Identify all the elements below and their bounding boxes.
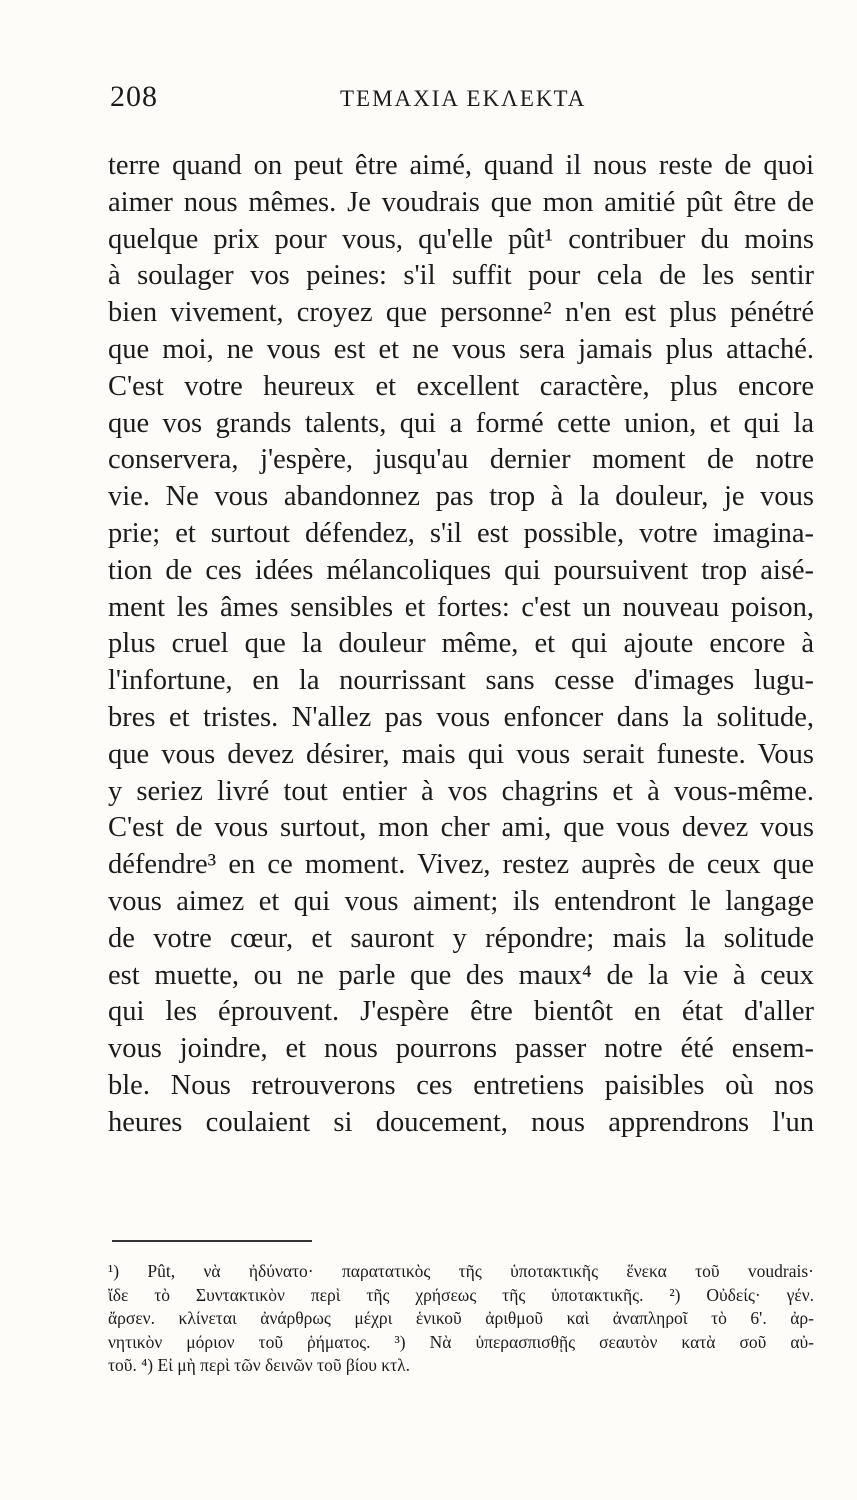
text-line: aimer nous mêmes. Je voudrais que mon amitié pût être de bbox=[108, 186, 814, 218]
running-head: ΤΕΜΑΧΙΑ ΕΚΛΕΚΤΑ bbox=[340, 86, 587, 111]
footnotes bbox=[108, 1260, 814, 1378]
text-line: vous joindre, et nous pourrons passer notre été ensem- bbox=[108, 1033, 814, 1065]
footnote-line: ¹) Pût, νὰ ἠδύνατο· παρατατικὸς τῆς ὑποτακτικῆς ἕνεκα τοῦ voudrais· bbox=[108, 1261, 814, 1281]
body-text bbox=[108, 148, 814, 1142]
text-line: C'est votre heureux et excellent caractère, plus encore bbox=[108, 370, 814, 402]
footnote-line: ἄρσεν. κλίνεται ἀνάρθρως μέχρι ἑνικοῦ ἀριθμοῦ καὶ ἀναπληροῖ τὸ 6'. ἀρ- bbox=[108, 1308, 814, 1328]
text-line: à soulager vos peines: s'il suffit pour cela de les sentir bbox=[108, 260, 814, 292]
text-line: bien vivement, croyez que personne² n'en est plus pénétré bbox=[108, 297, 814, 329]
text-line: C'est de vous surtout, mon cher ami, que vous devez vous bbox=[108, 812, 814, 844]
text-line: bres et tristes. N'allez pas vous enfoncer dans la solitude, bbox=[108, 701, 814, 733]
text-line: ble. Nous retrouverons ces entretiens paisibles où nos bbox=[108, 1069, 814, 1101]
text-line: que moi, ne vous est et ne vous sera jamais plus attaché. bbox=[108, 333, 814, 365]
text-line: vous aimez et qui vous aiment; ils entendront le langage bbox=[108, 885, 814, 917]
text-line: plus cruel que la douleur même, et qui ajoute encore à bbox=[108, 628, 814, 660]
footnote-line: νητικὸν μόριον τοῦ ῥήματος. ³) Νὰ ὑπερασπισθῇς σεαυτὸν κατὰ σοῦ αὐ- bbox=[108, 1331, 814, 1352]
text-line: de votre cœur, et sauront y répondre; mais la solitude bbox=[108, 922, 814, 954]
text-line: que vos grands talents, qui a formé cette union, et qui la bbox=[108, 407, 814, 439]
footnote-line: ἴδε τὸ Συντακτικὸν περὶ τῆς χρήσεως τῆς ὑποτακτικῆς. ²) Οὐδείς· γέν. bbox=[108, 1284, 814, 1305]
text-line: conservera, j'espère, jusqu'au dernier moment de notre bbox=[108, 444, 814, 476]
text-line: ment les âmes sensibles et fortes: c'est un nouveau poison, bbox=[108, 591, 814, 623]
text-line: tion de ces idées mélancoliques qui poursuivent trop aisé- bbox=[108, 554, 814, 586]
footnote-line: τοῦ. ⁴) Εἰ μὴ περὶ τῶν δεινῶν τοῦ βίου κτλ. bbox=[108, 1355, 410, 1375]
text-line: prie; et surtout défendez, s'il est possible, votre imagina- bbox=[108, 517, 814, 549]
text-line: y seriez livré tout entier à vos chagrins et à vous-même. bbox=[108, 775, 814, 807]
text-line: vie. Ne vous abandonnez pas trop à la douleur, je vous bbox=[108, 481, 814, 513]
text-line: défendre³ en ce moment. Vivez, restez auprès de ceux que bbox=[108, 849, 814, 881]
text-line: est muette, ou ne parle que des maux⁴ de la vie à ceux bbox=[108, 959, 814, 991]
text-line: qui les éprouvent. J'espère être bientôt en état d'aller bbox=[108, 996, 814, 1028]
text-line: quelque prix pour vous, qu'elle pût¹ contribuer du moins bbox=[108, 223, 814, 255]
page-number: 208 bbox=[110, 80, 158, 113]
text-line: l'infortune, en la nourrissant sans cesse d'images lugu- bbox=[108, 665, 814, 697]
text-line: terre quand on peut être aimé, quand il nous reste de quoi bbox=[108, 150, 814, 181]
footnote-divider bbox=[112, 1240, 312, 1242]
text-line: heures coulaient si doucement, nous apprendrons l'un bbox=[108, 1106, 814, 1138]
page-header bbox=[110, 80, 810, 120]
text-line: que vous devez désirer, mais qui vous serait funeste. Vous bbox=[108, 738, 814, 770]
